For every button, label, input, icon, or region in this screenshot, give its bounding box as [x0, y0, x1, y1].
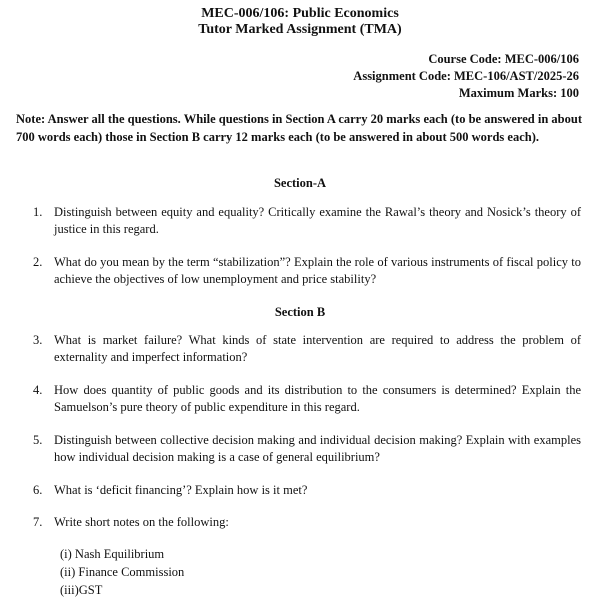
document-subtitle: Tutor Marked Assignment (TMA) [198, 22, 402, 37]
question-text: What is market failure? What kinds of state intervention are required to address the problem of externality and imperfect information? [54, 333, 581, 364]
question-text: What is ‘deficit financing’? Explain how is it met? [54, 483, 308, 497]
question-text: Write short notes on the following: [54, 515, 229, 529]
section-b-heading: Section B [274, 305, 326, 319]
question-7 [33, 514, 581, 531]
document-title: MEC-006/106: Public Economics [201, 6, 399, 21]
short-note-item: (i) Nash Equilibrium [60, 547, 165, 561]
question-3 [33, 332, 581, 366]
question-text: How does quantity of public goods and its distribution to the consumers is determined? Explain the Samuelson’s pure theory of public expenditure in this regard. [54, 383, 581, 414]
maximum-marks: Maximum Marks: 100 [458, 86, 579, 100]
question-text: Distinguish between collective decision making and individual decision making? Explain with examples how individual decision making is a case of general equilibrium? [54, 433, 581, 464]
question-number: 4. [33, 383, 43, 397]
section-a-heading: Section-A [273, 176, 327, 190]
question-2 [33, 254, 581, 288]
question-number: 7. [33, 515, 43, 529]
question-number: 6. [33, 483, 43, 497]
question-1 [33, 204, 581, 238]
question-number: 1. [33, 205, 43, 219]
instructions-note: Note: Answer all the questions. While questions in Section A carry 20 marks each (to be answered in about 700 words each) those in Section B carry 12 marks each (to be answered in about 500 words each). [16, 112, 582, 144]
question-4 [33, 382, 581, 416]
question-number: 3. [33, 333, 43, 347]
question-6 [33, 482, 581, 499]
question-number: 2. [33, 255, 43, 269]
assignment-code: Assignment Code: MEC-106/AST/2025-26 [353, 69, 579, 83]
short-note-item: (ii) Finance Commission [60, 565, 185, 579]
short-note-item: (iii)GST [60, 583, 103, 597]
question-5 [33, 432, 581, 466]
course-code: Course Code: MEC-006/106 [428, 52, 579, 66]
question-text: What do you mean by the term “stabilization”? Explain the role of various instruments of fiscal policy to achieve the objectives of low unemployment and price stability? [54, 255, 581, 286]
question-text: Distinguish between equity and equality? Critically examine the Rawal’s theory and Nosick’s theory of justice in this regard. [54, 205, 581, 236]
question-number: 5. [33, 433, 43, 447]
